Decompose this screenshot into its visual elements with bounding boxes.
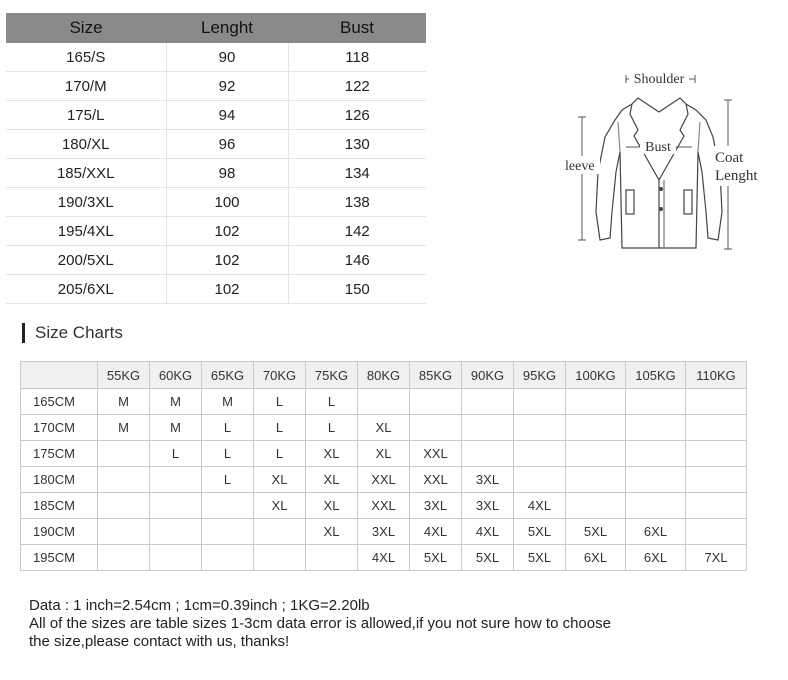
size-cell: 165/S — [6, 43, 166, 72]
size-chart-cell — [514, 441, 566, 467]
size-chart-cell: M — [98, 415, 150, 441]
size-chart-cell — [626, 415, 686, 441]
length-cell: 102 — [166, 217, 288, 246]
size-chart-cell — [514, 415, 566, 441]
size-chart-cell: L — [202, 441, 254, 467]
size-chart-cell: 3XL — [462, 467, 514, 493]
conversion-note: Data : 1 inch=2.54cm ; 1cm=0.39inch ; 1KG=2.20lb — [29, 597, 370, 614]
size-chart-cell: XXL — [358, 493, 410, 519]
length-cell: 92 — [166, 72, 288, 101]
height-label-cell: 190CM — [21, 519, 98, 545]
size-chart-cell — [686, 389, 747, 415]
shoulder-label: Shoulder — [633, 72, 685, 87]
bust-cell: 150 — [288, 275, 426, 304]
size-row — [6, 188, 426, 217]
size-chart-cell — [566, 493, 626, 519]
bust-cell: 134 — [288, 159, 426, 188]
weight-header-cell: 80KG — [358, 362, 410, 389]
weight-header-cell: 75KG — [306, 362, 358, 389]
size-chart-cell — [462, 441, 514, 467]
size-row — [6, 101, 426, 130]
size-chart-cell: L — [202, 415, 254, 441]
weight-header-cell: 85KG — [410, 362, 462, 389]
height-label-cell: 185CM — [21, 493, 98, 519]
size-row — [6, 246, 426, 275]
size-chart-cell — [150, 493, 202, 519]
size-chart-cell — [686, 415, 747, 441]
size-chart-cell: 6XL — [626, 519, 686, 545]
size-chart-cell — [254, 545, 306, 571]
size-chart-cell: XL — [358, 441, 410, 467]
weight-header-cell: 110KG — [686, 362, 747, 389]
size-chart-cell: XXL — [358, 467, 410, 493]
size-chart-cell — [98, 467, 150, 493]
size-cell: 205/6XL — [6, 275, 166, 304]
size-chart-cell — [462, 389, 514, 415]
size-chart-cell — [98, 441, 150, 467]
size-chart-cell: L — [202, 467, 254, 493]
size-row — [6, 130, 426, 159]
bust-cell: 142 — [288, 217, 426, 246]
size-row — [6, 217, 426, 246]
size-chart-cell — [626, 389, 686, 415]
coat-collar — [632, 98, 686, 112]
size-chart-cell — [686, 519, 747, 545]
size-chart-cell — [306, 545, 358, 571]
coat-measurement-diagram — [560, 62, 775, 262]
size-cell: 185/XXL — [6, 159, 166, 188]
column-header-length: Lenght — [166, 13, 288, 43]
length-cell: 96 — [166, 130, 288, 159]
height-label-cell: 170CM — [21, 415, 98, 441]
size-row — [6, 43, 426, 72]
bust-cell: 130 — [288, 130, 426, 159]
size-chart-cell — [150, 545, 202, 571]
length-cell: 102 — [166, 275, 288, 304]
size-chart-cell — [462, 415, 514, 441]
size-chart-cell: XL — [254, 493, 306, 519]
size-chart-cell: 5XL — [566, 519, 626, 545]
size-chart-cell: L — [254, 415, 306, 441]
size-chart-cell — [202, 545, 254, 571]
bust-cell: 126 — [288, 101, 426, 130]
size-chart-cell: 6XL — [566, 545, 626, 571]
size-chart-cell — [202, 493, 254, 519]
weight-header-cell: 60KG — [150, 362, 202, 389]
size-chart-cell: M — [150, 415, 202, 441]
size-chart-cell — [98, 545, 150, 571]
size-chart-cell — [626, 493, 686, 519]
bust-cell: 138 — [288, 188, 426, 217]
bust-cell: 146 — [288, 246, 426, 275]
size-chart-cell — [410, 389, 462, 415]
size-chart-cell: XL — [306, 467, 358, 493]
size-cell: 190/3XL — [6, 188, 166, 217]
size-chart-cell: M — [98, 389, 150, 415]
bust-label: Bust — [645, 140, 671, 155]
size-chart-cell: L — [306, 415, 358, 441]
height-label-cell: 165CM — [21, 389, 98, 415]
size-chart-cell: 3XL — [462, 493, 514, 519]
size-chart-cell: 4XL — [358, 545, 410, 571]
size-charts-title: Size Charts — [35, 323, 123, 342]
length-cell: 94 — [166, 101, 288, 130]
size-charts-heading — [22, 322, 123, 344]
size-chart-cell: 7XL — [686, 545, 747, 571]
error-note-line2: the size,please contact with us, thanks! — [29, 633, 290, 650]
weight-header-cell: 70KG — [254, 362, 306, 389]
weight-header-row — [21, 362, 747, 389]
weight-header-cell: 65KG — [202, 362, 254, 389]
coat-pocket-left — [626, 190, 634, 214]
weight-header-cell: 90KG — [462, 362, 514, 389]
weight-header-cell: 95KG — [514, 362, 566, 389]
weight-header-cell: 55KG — [98, 362, 150, 389]
column-header-size: Size — [6, 13, 166, 43]
weight-header-cell: 105KG — [626, 362, 686, 389]
column-header-bust: Bust — [288, 13, 426, 43]
weight-header-cell: 100KG — [566, 362, 626, 389]
length-cell: 98 — [166, 159, 288, 188]
size-row — [6, 159, 426, 188]
height-row — [21, 519, 747, 545]
size-chart-cell: 4XL — [410, 519, 462, 545]
size-chart-cell: L — [254, 441, 306, 467]
size-chart-grid — [20, 361, 747, 571]
size-chart-cell: 5XL — [514, 519, 566, 545]
size-chart-cell: M — [150, 389, 202, 415]
height-row — [21, 415, 747, 441]
coat-button — [659, 187, 663, 191]
size-chart-cell: 6XL — [626, 545, 686, 571]
size-chart-cell — [566, 415, 626, 441]
size-row — [6, 275, 426, 304]
size-chart-cell: 3XL — [410, 493, 462, 519]
size-chart-cell: XL — [254, 467, 306, 493]
size-chart-cell: M — [202, 389, 254, 415]
size-chart-cell: 4XL — [514, 493, 566, 519]
size-cell: 195/4XL — [6, 217, 166, 246]
size-chart-cell: XL — [306, 493, 358, 519]
size-chart-cell — [566, 389, 626, 415]
size-chart-cell: XXL — [410, 467, 462, 493]
coat-length-label-line2: Lenght — [715, 168, 758, 184]
coat-length-label-line1: Coat — [715, 150, 744, 166]
size-chart-cell — [202, 519, 254, 545]
height-row — [21, 467, 747, 493]
size-chart-cell — [566, 441, 626, 467]
size-chart-cell: 4XL — [462, 519, 514, 545]
height-label-cell: 175CM — [21, 441, 98, 467]
height-label-cell: 180CM — [21, 467, 98, 493]
error-note-line1: All of the sizes are table sizes 1-3cm data error is allowed,if you not sure how to choose — [29, 615, 611, 632]
height-row — [21, 389, 747, 415]
bust-cell: 122 — [288, 72, 426, 101]
size-chart-cell — [566, 467, 626, 493]
size-notes — [29, 597, 611, 651]
size-chart-cell — [626, 467, 686, 493]
size-chart-cell — [514, 467, 566, 493]
size-chart-cell: XL — [358, 415, 410, 441]
size-cell: 175/L — [6, 101, 166, 130]
size-chart-cell — [514, 389, 566, 415]
size-cell: 200/5XL — [6, 246, 166, 275]
height-label-cell: 195CM — [21, 545, 98, 571]
sleeve-label: leeve — [565, 159, 595, 174]
size-cell: 170/M — [6, 72, 166, 101]
size-chart-cell — [150, 467, 202, 493]
length-cell: 90 — [166, 43, 288, 72]
size-chart-cell: 5XL — [410, 545, 462, 571]
size-chart-cell — [686, 441, 747, 467]
size-chart-cell: XL — [306, 441, 358, 467]
size-chart-cell — [98, 493, 150, 519]
size-chart-cell — [410, 415, 462, 441]
size-chart-cell — [150, 519, 202, 545]
size-chart-cell — [98, 519, 150, 545]
size-chart-cell — [254, 519, 306, 545]
size-chart-cell: L — [254, 389, 306, 415]
size-chart-cell: 5XL — [462, 545, 514, 571]
length-cell: 100 — [166, 188, 288, 217]
height-row — [21, 441, 747, 467]
size-chart-cell: XL — [306, 519, 358, 545]
height-row — [21, 493, 747, 519]
height-row — [21, 545, 747, 571]
size-chart-cell: L — [306, 389, 358, 415]
size-row — [6, 72, 426, 101]
size-measurement-table — [6, 13, 426, 304]
size-chart-cell: 5XL — [514, 545, 566, 571]
heading-accent-bar — [22, 323, 25, 343]
size-chart-cell — [686, 467, 747, 493]
size-chart-cell: 3XL — [358, 519, 410, 545]
corner-cell — [21, 362, 98, 389]
bust-cell: 118 — [288, 43, 426, 72]
size-chart-cell — [358, 389, 410, 415]
size-cell: 180/XL — [6, 130, 166, 159]
size-chart-cell — [626, 441, 686, 467]
size-table-header — [6, 13, 426, 43]
size-chart-cell: XXL — [410, 441, 462, 467]
coat-pocket-right — [684, 190, 692, 214]
size-chart-cell — [686, 493, 747, 519]
length-cell: 102 — [166, 246, 288, 275]
size-chart-cell: L — [150, 441, 202, 467]
